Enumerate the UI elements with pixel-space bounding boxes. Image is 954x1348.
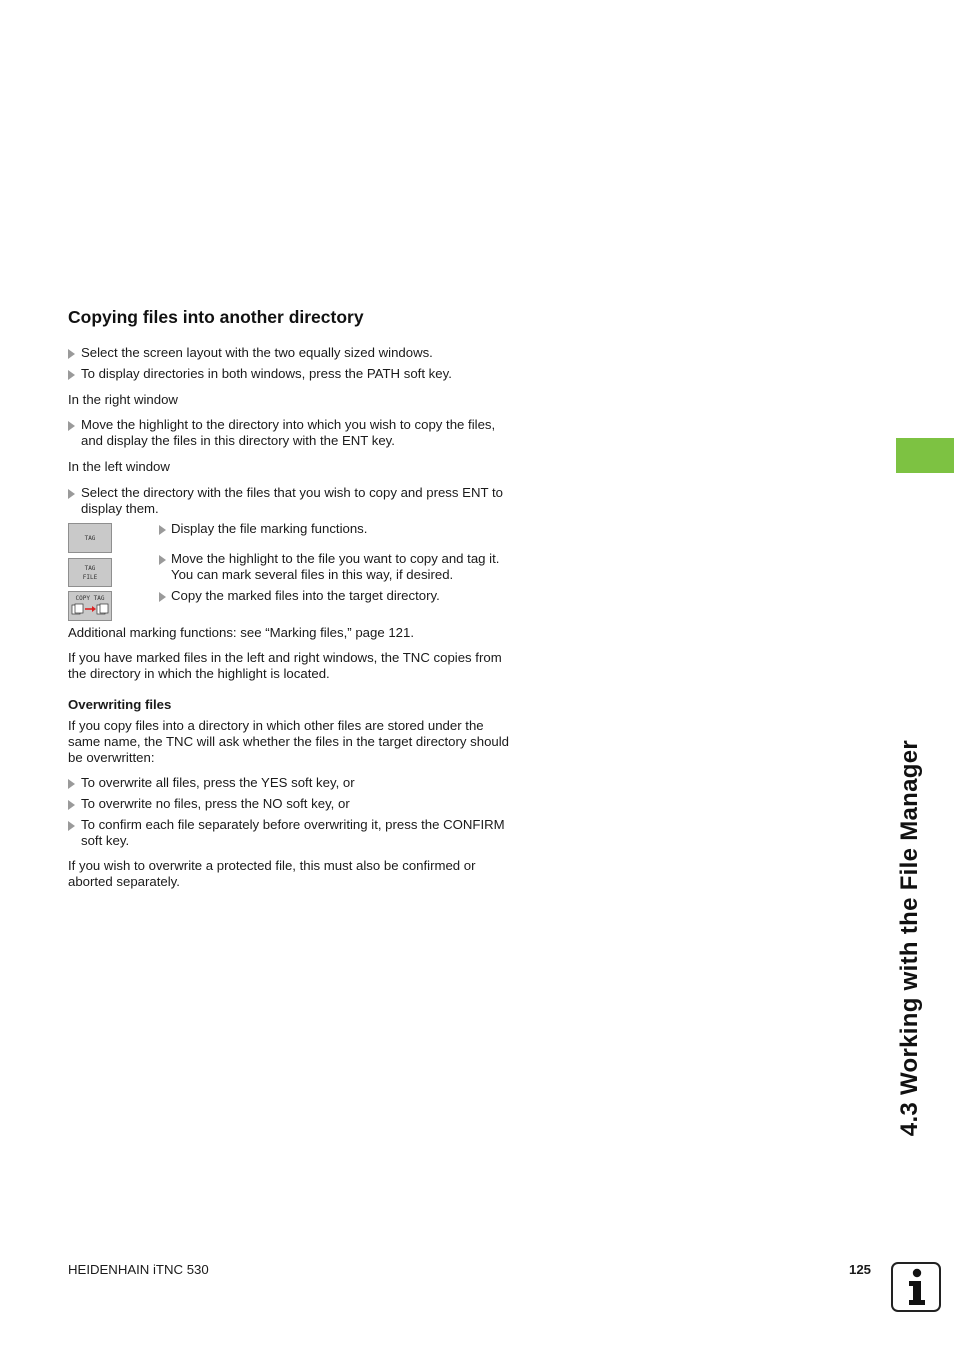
copy-files-icon — [70, 603, 110, 615]
softkey-description: Display the file marking functions. — [159, 521, 514, 537]
bullet-step: To confirm each file separately before overwriting it, press the CONFIRM soft key. — [68, 817, 513, 849]
protected-note: If you wish to overwrite a protected file, this must also be confirmed or aborted separately. — [68, 858, 476, 889]
softkey-description: Move the highlight to the file you want to copy and tag it. You can mark several files in this way, if desired. — [159, 551, 514, 583]
additional-note: Additional marking functions: see “Marking files,” page 121. — [68, 625, 414, 640]
marked-note: If you have marked files in the left and right windows, the TNC copies from the directory in which the highlight is located. — [68, 650, 502, 681]
arrow-bullet-icon — [159, 592, 166, 602]
softkey-description: Copy the marked files into the target directory. — [159, 588, 514, 604]
arrow-bullet-icon — [159, 525, 166, 535]
footer-product: HEIDENHAIN iTNC 530 — [68, 1262, 209, 1277]
bullet-step: To overwrite no files, press the NO soft key, or — [68, 796, 513, 812]
arrow-bullet-icon — [68, 370, 75, 380]
arrow-bullet-icon — [68, 779, 75, 789]
bullet-step: Select the screen layout with the two equally sized windows. — [68, 345, 513, 361]
chapter-side-title: 4.3 Working with the File Manager — [896, 740, 923, 1137]
bullet-step: To overwrite all files, press the YES soft key, or — [68, 775, 513, 791]
overwriting-heading: Overwriting files — [68, 697, 172, 712]
section-heading: Copying files into another directory — [68, 307, 364, 327]
arrow-bullet-icon — [68, 421, 75, 431]
bullet-step: Select the directory with the files that you wish to copy and press ENT to display them. — [68, 485, 513, 517]
arrow-bullet-icon — [68, 821, 75, 831]
chapter-tab-marker — [896, 438, 954, 473]
info-icon — [891, 1262, 941, 1312]
tag-softkey: TAG — [68, 523, 112, 553]
bullet-step: Move the highlight to the directory into which you wish to copy the files, and display the files in this directory with the ENT key. — [68, 417, 513, 449]
arrow-bullet-icon — [159, 555, 166, 565]
right-window-label: In the right window — [68, 392, 178, 407]
copy-tag-softkey: COPY TAG — [68, 591, 112, 621]
left-window-label: In the left window — [68, 459, 170, 474]
page-number: 125 — [848, 1262, 871, 1277]
overwriting-intro: If you copy files into a directory in which other files are stored under the same name, the TNC will ask whether the files in the target directory should be overwritten: — [68, 718, 510, 765]
arrow-bullet-icon — [68, 489, 75, 499]
tag-file-softkey: TAG FILE — [68, 558, 112, 587]
arrow-bullet-icon — [68, 349, 75, 359]
arrow-bullet-icon — [68, 800, 75, 810]
bullet-step: To display directories in both windows, press the PATH soft key. — [68, 366, 513, 382]
